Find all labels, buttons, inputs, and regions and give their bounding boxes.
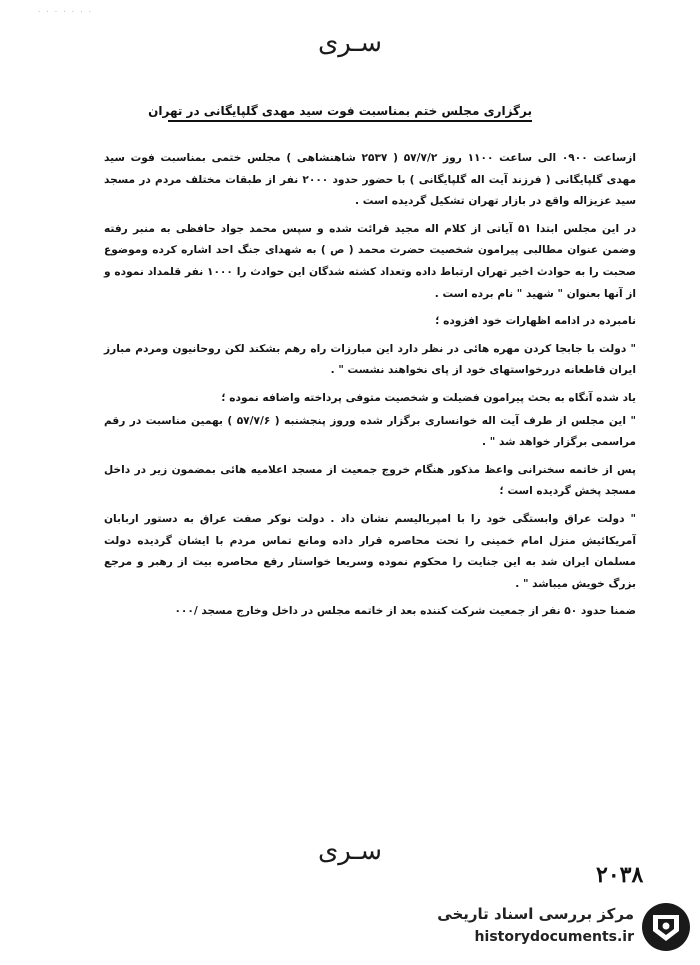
classification-stamp-bottom: سـری	[317, 836, 383, 866]
archive-name: مرکز بررسی اسناد تاریخی	[437, 905, 634, 923]
paragraph: نامبرده در ادامه اظهارات خود افزوده ؛	[435, 315, 636, 328]
classification-stamp-top: سـری	[317, 28, 383, 58]
paragraph: پس از خاتمه سخنرانی واعظ مذکور هنگام خروج جمعیت از مسجد اعلامیه هائی بمضمون زیر در داخل مسجد پخش گردیده است ؛	[104, 463, 636, 498]
document-body	[104, 148, 636, 624]
archive-url: historydocuments.ir	[474, 929, 634, 945]
scan-noise: · · · · · · ·	[38, 8, 93, 16]
watermark-footer	[400, 895, 700, 965]
document-title: برگزاری مجلس ختم بمناسبت فوت سید مهدی گلپایگانی در تهران	[168, 104, 532, 122]
paragraph: در این مجلس ابتدا ۵۱ آیاتی از کلام اله مجید قرائت شده و سپس محمد جواد حافظی به منبر رفته وضمن عنوان مطالبی پیرامون شخصیت حضرت محمد ( ص ) به شهدای جنگ احد اشاره کرده وموضوع صحبت را به حوادث اخیر تهران ارتباط داده وتعداد کشته شدگان این حوادث را ۱۰۰۰ نفر قلمداد نموده و از آنها بعنوان " شهید " نام برده است .	[104, 222, 637, 300]
paragraph: " دولت با جابجا کردن مهره هائی در نظر دارد این مبارزات راه رهم بشکند لکن روحانیون ومردم مبارز ایران قاطعانه دررخواستهای خود از پای نخواهند نشست " .	[104, 342, 636, 377]
paragraph: ضمنا حدود ۵۰ نفر از جمعیت شرکت کننده بعد از خاتمه مجلس در داخل وخارج مسجد /۰۰۰	[174, 605, 636, 618]
paragraph: ازساعت ۰۹۰۰ الی ساعت ۱۱۰۰ روز ۵۷/۷/۲ ( ۲۵۳۷ شاهنشاهی ) مجلس ختمی بمناسبت فوت سید مهدی گلپایگانی ( فرزند آیت اله گلپایگانی ) با حضور حدود ۲۰۰۰ نفر از طبقات مختلف مردم در مسجد سید عزیزاله واقع در بازار تهران تشکیل گردیده است .	[104, 152, 637, 208]
paragraph: " دولت عراق وابستگی خود را با امپریالیسم نشان داد . دولت نوکر صفت عراق به دستور اربابان آمریکائیش منزل امام خمینی را تحت محاصره قرار داده ومانع تماس مردم با ایشان گردیده دولت مسلمان ایران شد به این جنایت را محکوم نموده وسریعا خواستار رفع محاصره بیت از رهبر و مرجع بزرگ خویش میباشد " .	[104, 512, 636, 590]
paragraph: یاد شده آنگاه به بحث پیرامون فضیلت و شخصیت متوفی پرداخته واضافه نموده ؛	[221, 391, 636, 404]
document-number: ۲۰۳۸	[596, 862, 644, 888]
paragraph: " این مجلس از طرف آیت اله خوانساری برگزار شده وروز پنجشنبه ( ۵۷/۷/۶ ) بهمین مناسبت در رقم مراسمی برگزار خواهد شد " .	[104, 414, 636, 449]
archive-logo-icon	[640, 901, 692, 953]
